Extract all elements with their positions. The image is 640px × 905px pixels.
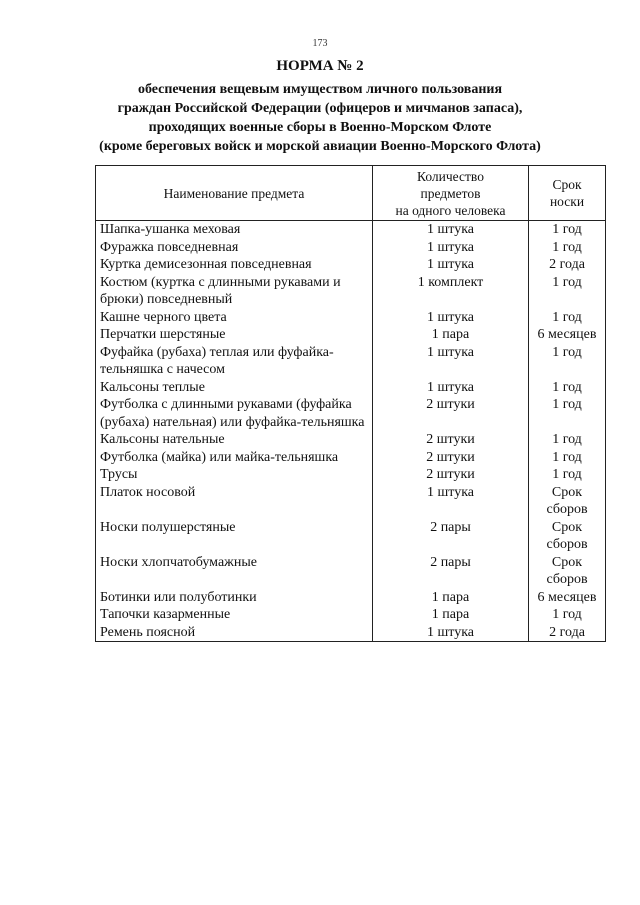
item-quantity-cell: 2 штуки xyxy=(373,396,529,431)
item-name-cell: Футболка (майка) или майка-тельняшка xyxy=(96,449,373,467)
table-row xyxy=(96,624,606,642)
table-row xyxy=(96,519,606,554)
item-term-cell: 1 год xyxy=(529,449,606,467)
item-term-cell: 1 год xyxy=(529,466,606,484)
norm-table xyxy=(95,165,606,642)
item-name-cell: Носки хлопчатобумажные xyxy=(96,554,373,589)
item-name-cell: Платок носовой xyxy=(96,484,373,519)
item-term-cell: 2 года xyxy=(529,256,606,274)
header-term-line: Срок xyxy=(552,177,582,192)
table-body xyxy=(96,221,606,642)
table-row xyxy=(96,379,606,397)
subtitle-line: проходящих военные сборы в Военно-Морском Флоте xyxy=(148,120,492,135)
header-item-name: Наименование предмета xyxy=(96,166,373,221)
item-term-cell: 1 год xyxy=(529,344,606,379)
item-quantity-cell: 1 пара xyxy=(373,589,529,607)
table-row xyxy=(96,326,606,344)
subtitle-line: граждан Российской Федерации (офицеров и мичманов запаса), xyxy=(117,101,523,116)
item-name-cell: Кашне черного цвета xyxy=(96,309,373,327)
table-row xyxy=(96,449,606,467)
item-name-cell: Куртка демисезонная повседневная xyxy=(96,256,373,274)
item-name-cell: Кальсоны теплые xyxy=(96,379,373,397)
document-subtitle xyxy=(40,80,600,156)
header-quantity xyxy=(373,166,529,221)
item-term-cell: Срок сборов xyxy=(529,554,606,589)
item-term-cell: 2 года xyxy=(529,624,606,642)
item-term-cell: 6 месяцев xyxy=(529,589,606,607)
item-name-cell: Носки полушерстяные xyxy=(96,519,373,554)
item-quantity-cell: 1 пара xyxy=(373,326,529,344)
table-header-row xyxy=(96,166,606,221)
table-row xyxy=(96,589,606,607)
header-quantity-line: предметов xyxy=(420,185,481,201)
item-name-cell: Ботинки или полуботинки xyxy=(96,589,373,607)
item-quantity-cell: 1 штука xyxy=(373,239,529,257)
item-quantity-cell: 1 штука xyxy=(373,256,529,274)
item-quantity-cell: 2 штуки xyxy=(373,449,529,467)
item-name-cell: Фуражка повседневная xyxy=(96,239,373,257)
item-name-cell: Тапочки казарменные xyxy=(96,606,373,624)
item-term-cell: 1 год xyxy=(529,309,606,327)
table-row xyxy=(96,484,606,519)
item-quantity-cell: 1 штука xyxy=(373,221,529,239)
subtitle-line: обеспечения вещевым имуществом личного пользования xyxy=(137,82,503,97)
item-term-cell: 6 месяцев xyxy=(529,326,606,344)
item-term-cell: Срок сборов xyxy=(529,484,606,519)
item-term-cell: 1 год xyxy=(529,379,606,397)
table-row xyxy=(96,309,606,327)
table-row xyxy=(96,466,606,484)
item-quantity-cell: 1 штука xyxy=(373,624,529,642)
item-name-cell: Фуфайка (рубаха) теплая или фуфайка-тельняшка с начесом xyxy=(96,344,373,379)
item-term-cell: 1 год xyxy=(529,221,606,239)
item-quantity-cell: 2 пары xyxy=(373,519,529,554)
table-row xyxy=(96,221,606,239)
table-row xyxy=(96,431,606,449)
item-name-cell: Перчатки шерстяные xyxy=(96,326,373,344)
table-row xyxy=(96,274,606,309)
item-name-cell: Кальсоны нательные xyxy=(96,431,373,449)
item-quantity-cell: 1 штука xyxy=(373,344,529,379)
item-name-cell: Костюм (куртка с длинными рукавами и брюки) повседневный xyxy=(96,274,373,309)
table-row xyxy=(96,344,606,379)
item-term-cell: 1 год xyxy=(529,239,606,257)
item-quantity-cell: 2 штуки xyxy=(373,431,529,449)
subtitle-line: (кроме береговых войск и морской авиации Военно-Морского Флота) xyxy=(99,139,541,154)
item-term-cell: 1 год xyxy=(529,274,606,309)
header-term-line: носки xyxy=(549,194,585,209)
document-title: НОРМА № 2 xyxy=(276,58,364,74)
item-quantity-cell: 1 штука xyxy=(373,309,529,327)
page-number: 173 xyxy=(312,38,328,49)
item-name-cell: Футболка с длинными рукавами (фуфайка (рубаха) нательная) или фуфайка-тельняшка xyxy=(96,396,373,431)
item-quantity-cell: 2 пары xyxy=(373,554,529,589)
item-name-cell: Трусы xyxy=(96,466,373,484)
item-quantity-cell: 2 штуки xyxy=(373,466,529,484)
item-term-cell: 1 год xyxy=(529,396,606,431)
item-quantity-cell: 1 штука xyxy=(373,379,529,397)
table-row xyxy=(96,396,606,431)
item-term-cell: 1 год xyxy=(529,431,606,449)
table-row xyxy=(96,239,606,257)
item-name-cell: Ремень поясной xyxy=(96,624,373,642)
item-quantity-cell: 1 пара xyxy=(373,606,529,624)
header-wear-term xyxy=(529,166,606,221)
item-term-cell: 1 год xyxy=(529,606,606,624)
header-quantity-line: на одного человека xyxy=(395,202,506,218)
table-row xyxy=(96,606,606,624)
header-quantity-line: Количество xyxy=(417,168,484,184)
table-row xyxy=(96,554,606,589)
item-term-cell: Срок сборов xyxy=(529,519,606,554)
item-quantity-cell: 1 штука xyxy=(373,484,529,519)
item-quantity-cell: 1 комплект xyxy=(373,274,529,309)
table-row xyxy=(96,256,606,274)
item-name-cell: Шапка-ушанка меховая xyxy=(96,221,373,239)
